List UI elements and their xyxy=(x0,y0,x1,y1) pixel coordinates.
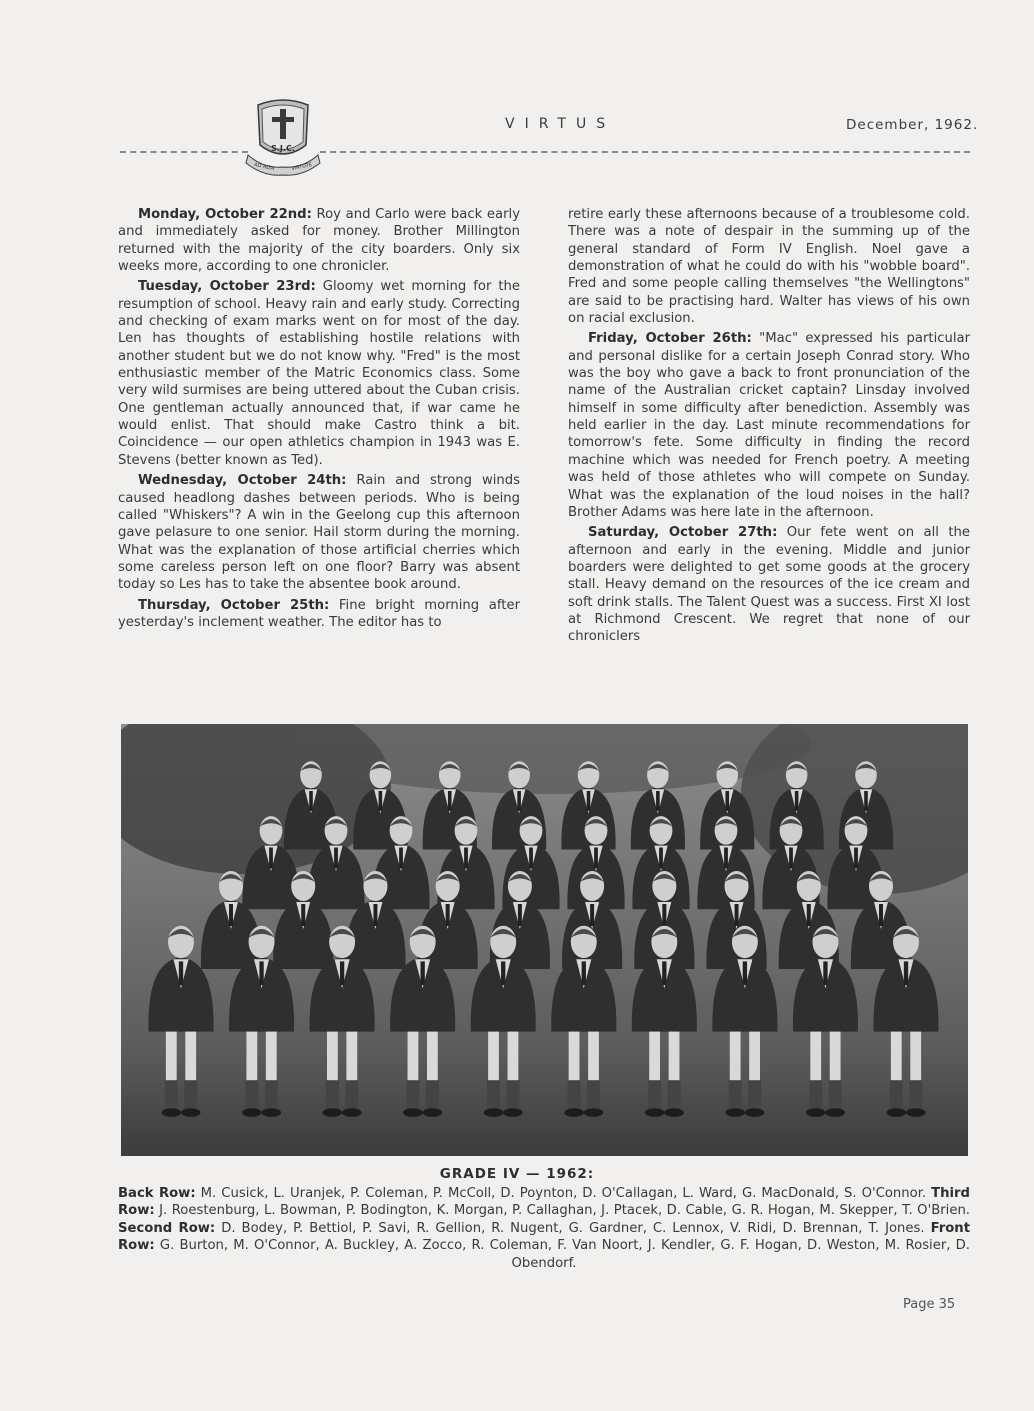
student-shoe xyxy=(664,1108,683,1117)
student-tie xyxy=(590,904,594,926)
student-shoe xyxy=(503,1108,522,1117)
student-shoe xyxy=(262,1108,281,1117)
student-tie xyxy=(662,904,666,926)
student-tie xyxy=(517,791,521,811)
student-shoe xyxy=(645,1108,664,1117)
student-sock xyxy=(487,1080,500,1110)
student-sock xyxy=(165,1080,178,1110)
student-sock xyxy=(506,1080,519,1110)
student-tie xyxy=(743,961,747,985)
student-sock xyxy=(265,1080,278,1110)
caption-row-label: Back Row: xyxy=(118,1186,196,1201)
student-sock xyxy=(648,1080,661,1110)
student-sock xyxy=(326,1080,339,1110)
entry-day: Friday, October 26th: xyxy=(588,331,752,347)
student-sock xyxy=(809,1080,822,1110)
caption-row-label: Second Row: xyxy=(118,1220,216,1236)
student-tie xyxy=(259,961,263,985)
student-shoe xyxy=(181,1108,200,1117)
student-tie xyxy=(448,791,452,811)
student-shoe xyxy=(825,1108,844,1117)
student-sock xyxy=(909,1080,922,1110)
crest-motto-right: VIRTUTE xyxy=(290,161,313,173)
entry-text: retire early these afternoons because of a troublesome cold. There was a note of despair in the summing up of the general standard of Form IV English. Noel gave a demonstration of what he could do with his "wobble board". Fred and some people calling themselves "the Wellingtons" are said to be practising hard. Walter has views of his own on racial exclusion. xyxy=(568,207,970,327)
student-tie xyxy=(724,848,728,869)
student-sock xyxy=(184,1080,197,1110)
student-tie xyxy=(854,848,858,869)
text-column-left xyxy=(118,206,520,634)
student-tie xyxy=(501,961,505,985)
diary-entry xyxy=(118,206,520,275)
student-tie xyxy=(582,961,586,985)
student-tie xyxy=(594,848,598,869)
student-tie xyxy=(269,848,273,869)
student-tie xyxy=(301,904,305,926)
student-sock xyxy=(345,1080,358,1110)
student-shoe xyxy=(323,1108,342,1117)
student-tie xyxy=(518,904,522,926)
entry-day: Wednesday, October 24th: xyxy=(138,473,347,489)
entry-text: Gloomy wet morning for the resumption of school. Heavy rain and early study. Correcting and checking of exam marks went on for most of the day. Len has thoughts of establishing hostile relations with another student but we do not know why. "Fred" is the most enthusiastic member of the Matric Economics class. Some very wild surmises are being uttered about the Cuban crisis. One gentleman actually announced that, if war came he would enlist. That should make Castro think a bit. Coincidence — our open athletics champion in 1943 was E. Stevens (better known as Ted). xyxy=(118,279,520,468)
student-shoe xyxy=(584,1108,603,1117)
diary-entry xyxy=(568,524,970,645)
student-shoe xyxy=(806,1108,825,1117)
student-shoe xyxy=(745,1108,764,1117)
student-tie xyxy=(795,791,799,811)
crest-motto-left: AD ALTA xyxy=(253,161,275,173)
student-tie xyxy=(662,961,666,985)
student-sock xyxy=(406,1080,419,1110)
student-shoe xyxy=(403,1108,422,1117)
caption-row-label: Third Row: xyxy=(118,1186,970,1219)
text-column-right xyxy=(568,206,970,649)
crest-initials: S.J.C. xyxy=(271,144,295,153)
caption-row-names: J. Roestenburg, L. Bowman, P. Bodington, K. Morgan, P. Callaghan, J. Ptacek, D. Cable, G. R. Hogan, M. Skepper, T. O'Brien. xyxy=(154,1203,970,1219)
student-sock xyxy=(668,1080,681,1110)
caption-row-names: M. Cusick, L. Uranjek, P. Coleman, P. McColl, D. Poynton, D. O'Callagan, L. Ward, G. MacDonald, S. O'Connor. xyxy=(195,1186,932,1201)
student-tie xyxy=(340,961,344,985)
entry-day: Saturday, October 27th: xyxy=(588,525,778,541)
diary-entry xyxy=(118,278,520,469)
header-rule-left xyxy=(120,151,248,153)
school-crest-icon xyxy=(244,97,322,179)
page-number: Page 35 xyxy=(903,1297,956,1312)
issue-date: December, 1962. xyxy=(846,117,979,133)
student-sock xyxy=(890,1080,903,1110)
student-sock xyxy=(729,1080,742,1110)
student-sock xyxy=(245,1080,258,1110)
student-tie xyxy=(399,848,403,869)
student-shoe xyxy=(564,1108,583,1117)
entry-text: "Mac" expressed his particular and personal dislike for a certain Joseph Conrad story. Who was the boy who gave a back to front pronunciation of the name of the Australian cricket captain? Linsday involved himself in some difficulty after benediction. Assembly was held earlier in the day. Last minute recommendations for tomorrow's fete. Some difficulty in finding the record machine which was needed for French poetry. A meeting was held of those athletes who will compete on Sunday. What was the explanation of the loud noises in the hall? Brother Adams was here late in the afternoon. xyxy=(568,331,971,520)
student-shoe xyxy=(725,1108,744,1117)
header-rule-right xyxy=(320,151,970,153)
student-sock xyxy=(426,1080,439,1110)
entry-day: Tuesday, October 23rd: xyxy=(138,279,316,295)
student-tie xyxy=(807,904,811,926)
magazine-title: VIRTUS xyxy=(505,116,616,132)
entry-text: Rain and strong winds caused headlong dashes between periods. Who is being called "Whiskers"? A win in the Geelong cup this afternoon gave pelasure to one senior. Hail storm during the morning. What was the explanation of those artificial cherries which some careless person left on one floor? Barry was absent today so Les has to take the absentee book around. xyxy=(118,473,521,593)
diary-entry xyxy=(118,472,520,593)
student-tie xyxy=(659,848,663,869)
student-tie xyxy=(446,904,450,926)
student-tie xyxy=(309,791,313,811)
student-shoe xyxy=(242,1108,261,1117)
student-tie xyxy=(656,791,660,811)
student-tie xyxy=(587,791,591,811)
student-sock xyxy=(568,1080,581,1110)
student-tie xyxy=(179,961,183,985)
student-tie xyxy=(879,904,883,926)
student-tie xyxy=(529,848,533,869)
entry-text: Fine bright morning after yesterday's inclement weather. The editor has to xyxy=(118,597,520,630)
diary-entry-continued xyxy=(568,206,970,327)
diary-entry xyxy=(568,330,970,521)
student-sock xyxy=(748,1080,761,1110)
student-tie xyxy=(373,904,377,926)
student-tie xyxy=(421,961,425,985)
entry-text: Roy and Carlo were back early and immediately asked for money. Brother Millington returned with the majority of the city boarders. Only six weeks more, according to one chronicler. xyxy=(118,207,520,275)
entry-day: Thursday, October 25th: xyxy=(138,597,330,613)
student-tie xyxy=(229,904,233,926)
student-tie xyxy=(735,904,739,926)
photo-caption-title: GRADE IV — 1962: xyxy=(439,1166,595,1182)
student-tie xyxy=(725,791,729,811)
student-tie xyxy=(904,961,908,985)
student-tie xyxy=(379,791,383,811)
caption-row-names: D. Bodey, P. Bettiol, P. Savi, R. Gellion, R. Nugent, G. Gardner, C. Lennox, V. Ridi, D. Brennan, T. Jones. xyxy=(215,1220,931,1236)
student-tie xyxy=(464,848,468,869)
entry-day: Monday, October 22nd: xyxy=(138,207,312,222)
student-shoe xyxy=(162,1108,181,1117)
student-sock xyxy=(829,1080,842,1110)
student-shoe xyxy=(887,1108,906,1117)
student-shoe xyxy=(906,1108,925,1117)
photo-caption-names xyxy=(118,1185,970,1272)
student-tie xyxy=(823,961,827,985)
student-shoe xyxy=(423,1108,442,1117)
student-shoe xyxy=(484,1108,503,1117)
student-tie xyxy=(864,791,868,811)
diary-entry xyxy=(118,597,520,632)
student-sock xyxy=(587,1080,600,1110)
caption-row-names: G. Burton, M. O'Connor, A. Buckley, A. Zocco, R. Coleman, F. Van Noort, J. Kendler, G. F. Hogan, D. Weston, M. Rosier, D. Obendorf. xyxy=(154,1238,970,1271)
student-tie xyxy=(789,848,793,869)
entry-text: Our fete went on all the afternoon and early in the evening. Middle and junior boarders were delighted to get some goods at the grocery stall. Heavy demand on the resources of the ice cream and soft drink stalls. The Talent Quest was a success. First XI lost at Richmond Crescent. We regret that none of our chroniclers xyxy=(568,525,970,645)
student-shoe xyxy=(342,1108,361,1117)
caption-row-label: Front Row: xyxy=(118,1220,970,1254)
student-tie xyxy=(334,848,338,869)
class-photograph xyxy=(121,724,968,1156)
